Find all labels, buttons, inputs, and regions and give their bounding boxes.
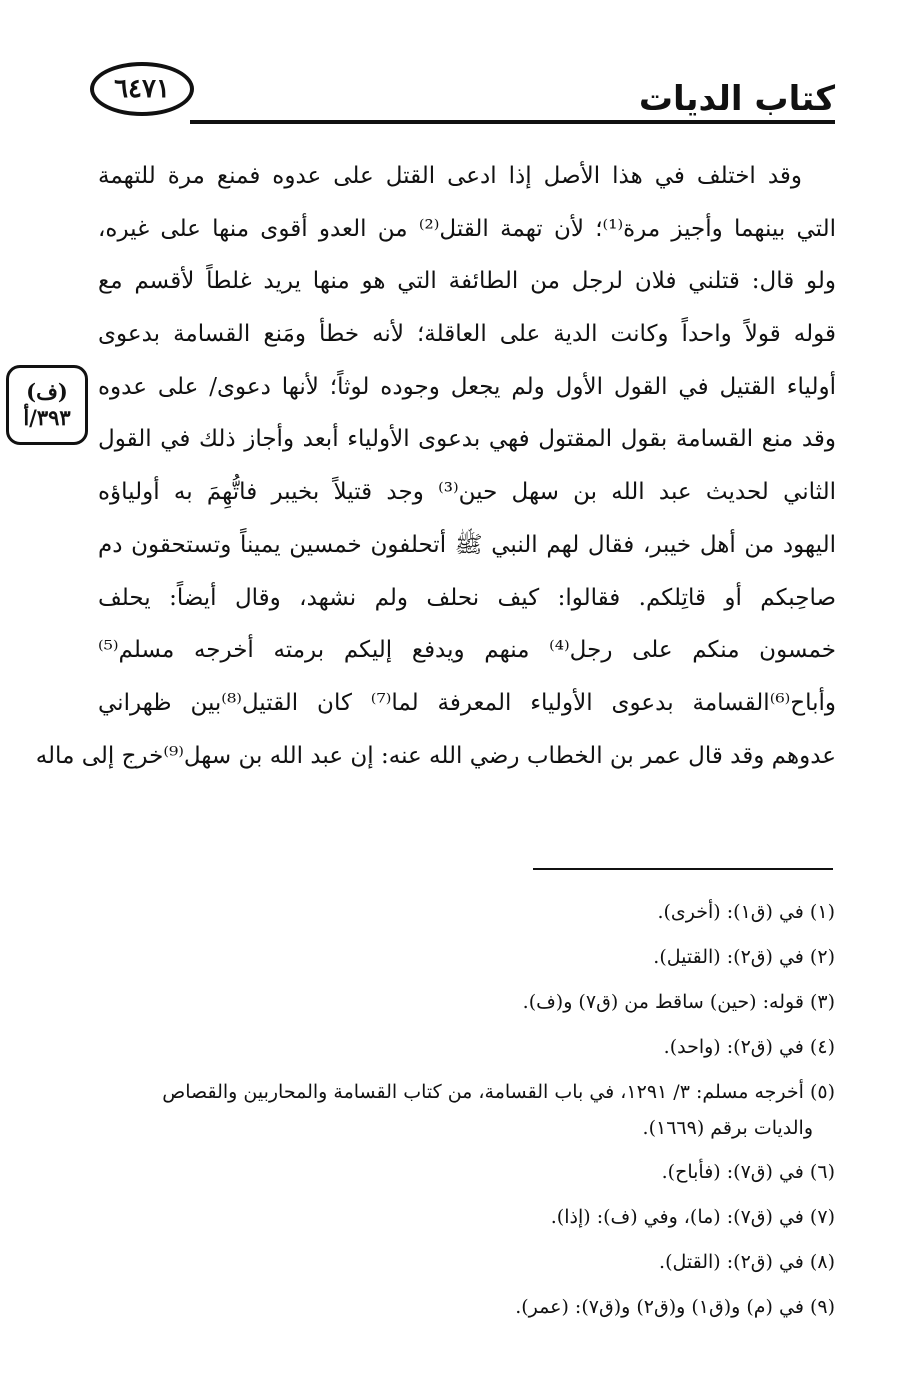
text-line: عدوهم وقد قال عمر بن الخطاب رضي الله عنه: إن عبد الله بن سهل⁽⁹⁾خرج إلى ماله: [35, 742, 836, 769]
text-line: خمسون منكم على رجل⁽⁴⁾ منهم ويدفع إليكم برمته أخرجه مسلم⁽⁵⁾: [98, 637, 836, 664]
page-number: ٦٤٧١: [90, 62, 194, 116]
footnote-5-line-2: والديات برقم (١٦٦٩).: [642, 1117, 813, 1139]
footnote-6: (٦) في (ق٧): (فأباح).: [661, 1161, 835, 1183]
footnote-1: (١) في (ق١): (أخرى).: [657, 901, 835, 923]
page-header: [90, 58, 835, 124]
text-line: قوله قولاً واحداً وكانت الدية على العاقلة؛ لأنه خطأ ومَنع القسامة بدعوى: [98, 321, 836, 348]
margin-note-manuscript: (ف): [26, 378, 68, 404]
footnote-5-line-1: (٥) أخرجه مسلم: ٣/ ١٢٩١، في باب القسامة، من كتاب القسامة والمحاربين والقصاص: [162, 1081, 835, 1103]
footnote-5: [90, 1070, 835, 1150]
footnote-9: (٩) في (م) و(ق١) و(ق٢) و(ق٧): (عمر).: [515, 1296, 835, 1318]
text-line: التي بينهما وأجيز مرة⁽¹⁾؛ لأن تهمة القتل⁽²⁾ من العدو أقوى منها على غيره،: [98, 215, 837, 242]
margin-note-folio: ٣٩٣/أ: [23, 405, 71, 430]
text-line: الثاني لحديث عبد الله بن سهل حين⁽³⁾ وجد قتيلاً بخيبر فاتُّهِمَ به أولياؤه: [98, 479, 836, 506]
text-line: وأباح⁽⁶⁾القسامة بدعوى الأولياء المعرفة لما⁽⁷⁾ كان القتيل⁽⁸⁾بين ظهراني: [98, 689, 836, 716]
text-line: صاحِبكم أو قاتِلكم. فقالوا: كيف نحلف ولم نشهد، وقال أيضاً: يحلف: [98, 584, 836, 611]
book-title: كتاب الديات: [638, 79, 835, 119]
text-line: اليهود من أهل خيبر، فقال لهم النبي ﷺ أتحلفون خمسين يميناً وتستحقون دم: [98, 531, 836, 558]
footnote-separator: [533, 868, 833, 870]
footnote-4: (٤) في (ق٢): (واحد).: [663, 1036, 835, 1058]
footnote-7: (٧) في (ق٧): (ما)، وفي (ف): (إذا).: [550, 1206, 835, 1228]
footnote-3: (٣) قوله: (حين) ساقط من (ق٧) و(ف).: [522, 991, 835, 1013]
footnote-8: (٨) في (ق٢): (القتل).: [659, 1251, 835, 1273]
manuscript-folio-note: [6, 365, 88, 445]
text-line: ولو قال: قتلني فلان لرجل من الطائفة التي هو منها يريد غلطاً لأقسم مع: [98, 268, 836, 295]
text-line: وقد منع القسامة بقول المقتول فهي بدعوى الأولياء أبعد وأجاز ذلك في القول: [98, 426, 836, 453]
text-line: أولياء القتيل في القول الأول ولم يجعل وجوده لوثاً؛ لأنها دعوى/ على عدوه: [98, 373, 836, 400]
header-rule: [190, 120, 835, 124]
footnote-2: (٢) في (ق٢): (القتيل).: [653, 946, 835, 968]
footnotes: [90, 890, 835, 1330]
text-line: وقد اختلف في هذا الأصل إذا ادعى القتل على عدوه فمنع مرة للتهمة: [98, 163, 802, 189]
